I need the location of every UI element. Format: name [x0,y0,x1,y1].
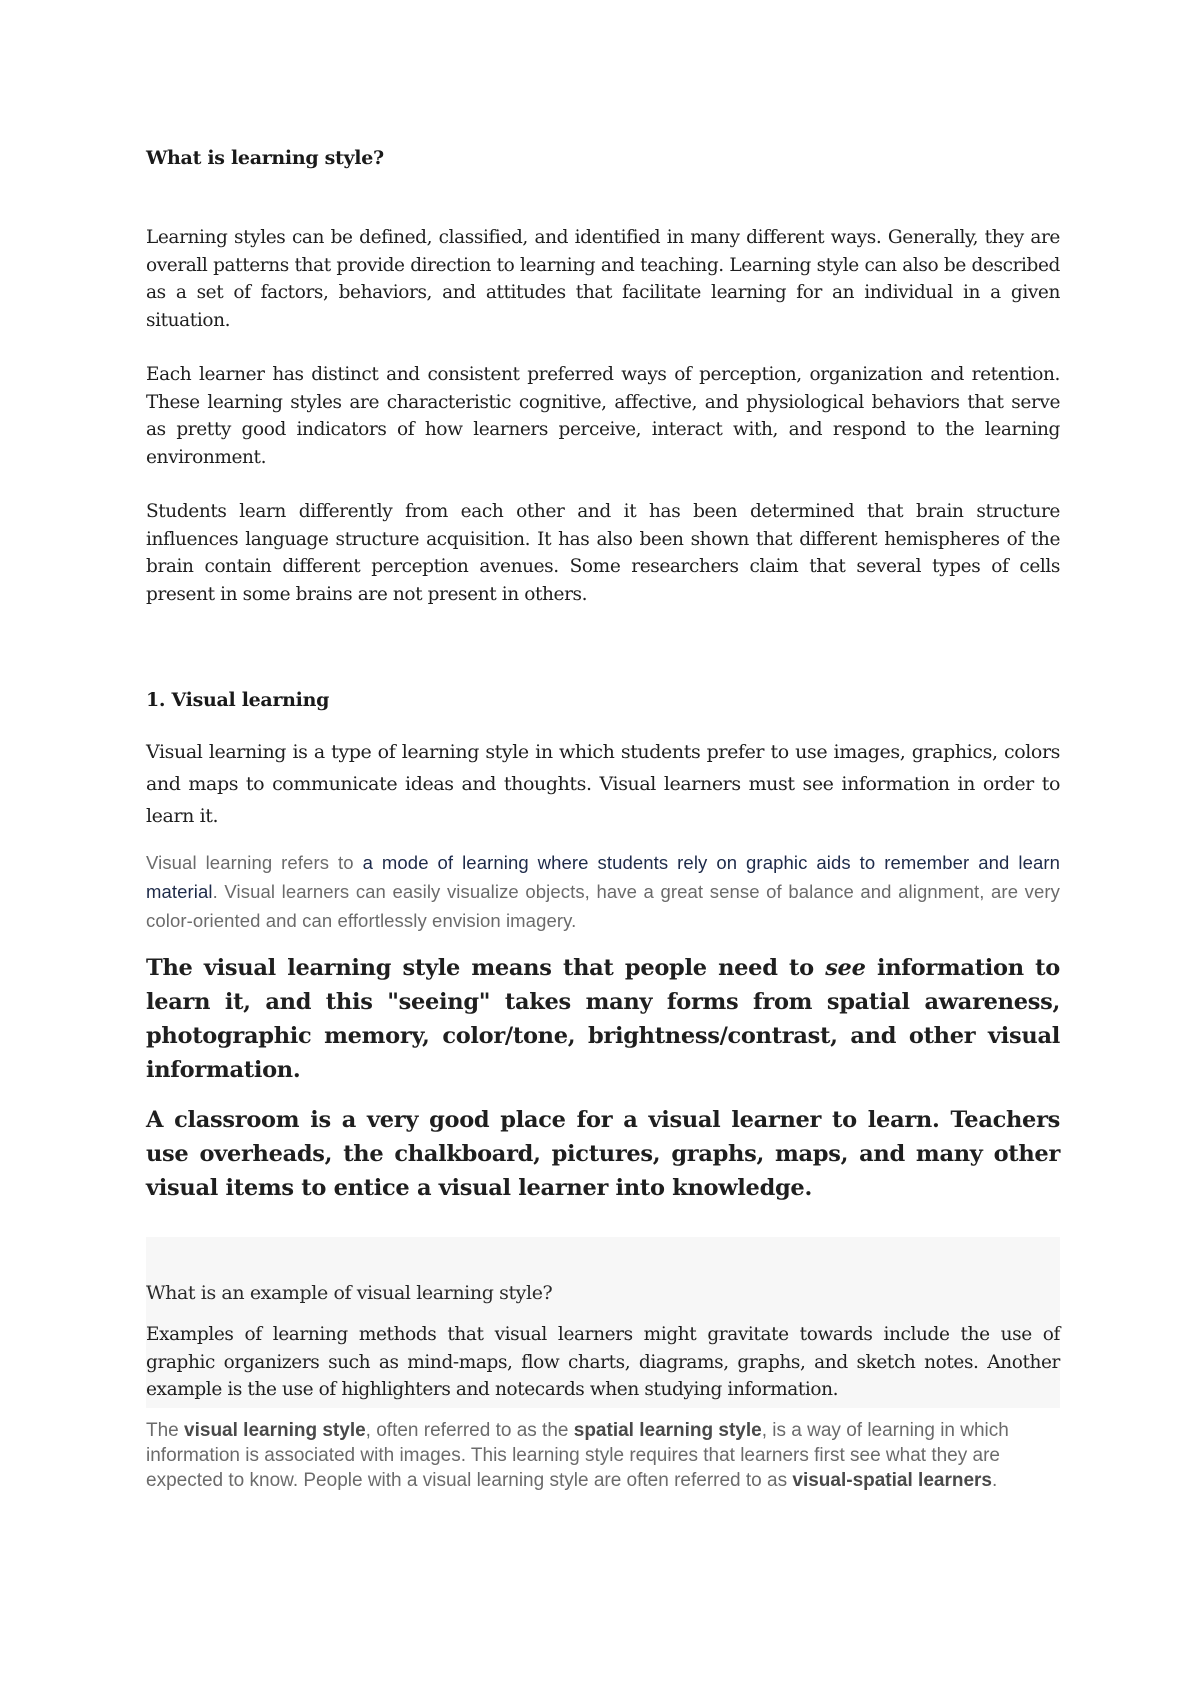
spatial-learning-paragraph [146,1418,1046,1493]
final-text-4: . [991,1469,998,1491]
bold-after-text: information to learn it, and this "seeing" takes many forms from spatial awareness, photographic memory, color/tone, brightness/contrast, and other visual information. [146,955,1060,1083]
example-answer: Examples of learning methods that visual learners might gravitate towards include the use of graphic organizers such as mind-maps, flow charts, diagrams, graphs, and sketch notes. Another example is the use of highlighters and notecards when studying information. [146,1324,1060,1400]
example-box [146,1237,1060,1408]
bold-before-text: The visual learning style means that people need to [146,955,826,981]
bold-emphasis-text: see [825,955,866,981]
gray-lead-text: Visual learning refers to [146,852,363,873]
visual-learning-gray-paragraph [146,848,1060,935]
final-bold-2: spatial learning style [573,1419,762,1441]
section-heading-visual-learning: 1. Visual learning [146,689,330,711]
visual-style-bold-paragraph [146,951,1060,1087]
final-text-2: , often referred to as the [365,1419,574,1441]
intro-paragraph-3: Students learn differently from each other and it has been determined that brain structure influences language structure acquisition. It has also been shown that different hemispheres of the brain contain different perception avenues. Some researchers claim that several types of cells present in some brains are not present in others. [146,501,1060,605]
intro-paragraph-1: Learning styles can be defined, classified, and identified in many different ways. Generally, they are overall patterns that provide direction to learning and teaching. Learning style can also be described as a set of factors, behaviors, and attitudes that facilitate learning for an individual in a given situation. [146,227,1060,331]
document-body [146,146,1060,1493]
gray-highlight-text: a mode of learning where students rely on graphic aids to remember and learn material [146,852,1060,902]
final-bold-1: visual learning style [184,1419,366,1441]
classroom-bold-paragraph: A classroom is a very good place for a visual learner to learn. Teachers use overheads, the chalkboard, pictures, graphs, maps, and many other visual items to entice a visual learner into knowledge. [146,1107,1060,1201]
visual-learning-definition: Visual learning is a type of learning style in which students prefer to use images, graphics, colors and maps to communicate ideas and thoughts. Visual learners must see information in order to learn it. [146,741,1060,827]
final-text-3: , is a way of learning in which information is associated with images. This learning style requires that learners first see what they are expected to know. People with a visual learning style are often referred to as [146,1419,1009,1491]
gray-rest-text: . Visual learners can easily visualize objects, have a great sense of balance and alignment, are very color-oriented and can effortlessly envision imagery. [146,881,1060,931]
example-question: What is an example of visual learning style? [146,1282,553,1304]
document-title: What is learning style? [146,147,384,169]
intro-paragraph-2: Each learner has distinct and consistent preferred ways of perception, organization and retention. These learning styles are characteristic cognitive, affective, and physiological behaviors that serve as pretty good indicators of how learners perceive, interact with, and respond to the learning environment. [146,364,1060,468]
final-text-1: The [146,1419,185,1441]
final-bold-3: visual-spatial learners [792,1469,992,1491]
